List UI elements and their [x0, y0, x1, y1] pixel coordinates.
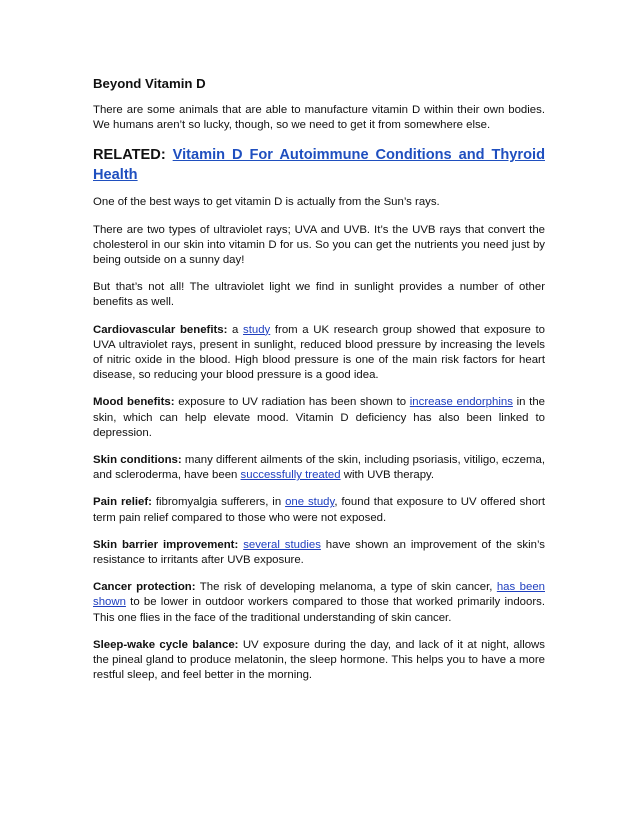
- increase-endorphins-link[interactable]: increase endorphins: [409, 396, 513, 409]
- intro-paragraph: There are some animals that are able to manufacture vitamin D within their own bodies. We humans aren’t so lucky, though, so we need to get it from somewhere else.: [93, 104, 545, 132]
- cancer-protection-text-2: to be lower in outdoor workers compared to those that worked primarily indoors. This one flies in the face of the traditional understanding of skin cancer.: [93, 596, 545, 624]
- section-heading: Beyond Vitamin D: [93, 76, 206, 91]
- several-studies-link[interactable]: several studies: [243, 538, 321, 551]
- pain-relief-paragraph: [93, 495, 545, 525]
- skin-conditions-text-2: with UVB therapy.: [340, 469, 435, 482]
- sleep-wake-text: UV exposure during the day, and lack of it at night, allows the pineal gland to produce melatonin, the sleep hormone. This helps you to have a more restful sleep, and feel better in the morning.: [93, 638, 545, 682]
- cardiovascular-text-2: from a UK research group showed that exposure to UVA ultraviolet rays, present in sunlight, reduced blood pressure by increasing the levels of nitric oxide in the blood. High blood pressure is one of the main risk factors for heart disease, so reducing your blood pressure is a good idea.: [93, 323, 545, 382]
- pain-relief-label: Pain relief:: [93, 496, 152, 509]
- cancer-protection-label: Cancer protection:: [93, 581, 196, 594]
- cardiovascular-paragraph: [93, 323, 545, 384]
- cardiovascular-label: Cardiovascular benefits:: [93, 323, 228, 336]
- sleep-wake-label: Sleep-wake cycle balance:: [93, 638, 239, 651]
- mood-text-1: exposure to UV radiation has been shown to: [174, 396, 410, 409]
- sleep-wake-paragraph: [93, 638, 545, 684]
- one-study-link[interactable]: one study: [285, 496, 335, 509]
- study-link[interactable]: study: [243, 323, 271, 336]
- skin-barrier-label: Skin barrier improvement:: [93, 538, 239, 551]
- sun-paragraph: One of the best ways to get vitamin D is actually from the Sun’s rays.: [93, 196, 440, 209]
- skin-conditions-text-1: many different ailments of the skin, including psoriasis, vitiligo, eczema, and scleroderma, have been: [93, 454, 545, 482]
- related-prefix: RELATED:: [93, 147, 166, 164]
- cancer-protection-paragraph: [93, 580, 545, 626]
- mood-label: Mood benefits:: [93, 396, 175, 409]
- pain-relief-text-2: , found that exposure to UV offered short term pain relief compared to those who were not exposed.: [93, 496, 545, 524]
- uv-types-paragraph: There are two types of ultraviolet rays; UVA and UVB. It’s the UVB rays that convert the cholesterol in our skin into vitamin D for us. So you can get the nutrients you need just by being outside on a sunny day!: [93, 223, 545, 267]
- skin-barrier-text-2: have shown an improvement of the skin’s resistance to irritants after UVB exposure.: [93, 538, 545, 567]
- mood-paragraph: [93, 395, 545, 441]
- skin-barrier-paragraph: [93, 538, 545, 568]
- other-benefits-paragraph: But that’s not all! The ultraviolet light we find in sunlight provides a number of other benefits as well.: [93, 281, 545, 309]
- mood-text-2: in the skin, which can help elevate mood. Vitamin D deficiency has also been linked to depression.: [93, 396, 545, 439]
- cardiovascular-text-1: a: [227, 323, 244, 336]
- related-link-line: [93, 145, 545, 185]
- skin-conditions-label: Skin conditions:: [93, 454, 182, 467]
- document-page: [93, 76, 545, 695]
- cancer-protection-text-1: The risk of developing melanoma, a type of skin cancer,: [195, 581, 497, 594]
- related-article-link[interactable]: Vitamin D For Autoimmune Conditions and Thyroid Health: [93, 147, 545, 184]
- successfully-treated-link[interactable]: successfully treated: [240, 469, 341, 482]
- pain-relief-text-1: fibromyalgia sufferers, in: [151, 496, 286, 509]
- skin-conditions-paragraph: [93, 453, 545, 483]
- has-been-shown-link[interactable]: has been shown: [93, 581, 545, 609]
